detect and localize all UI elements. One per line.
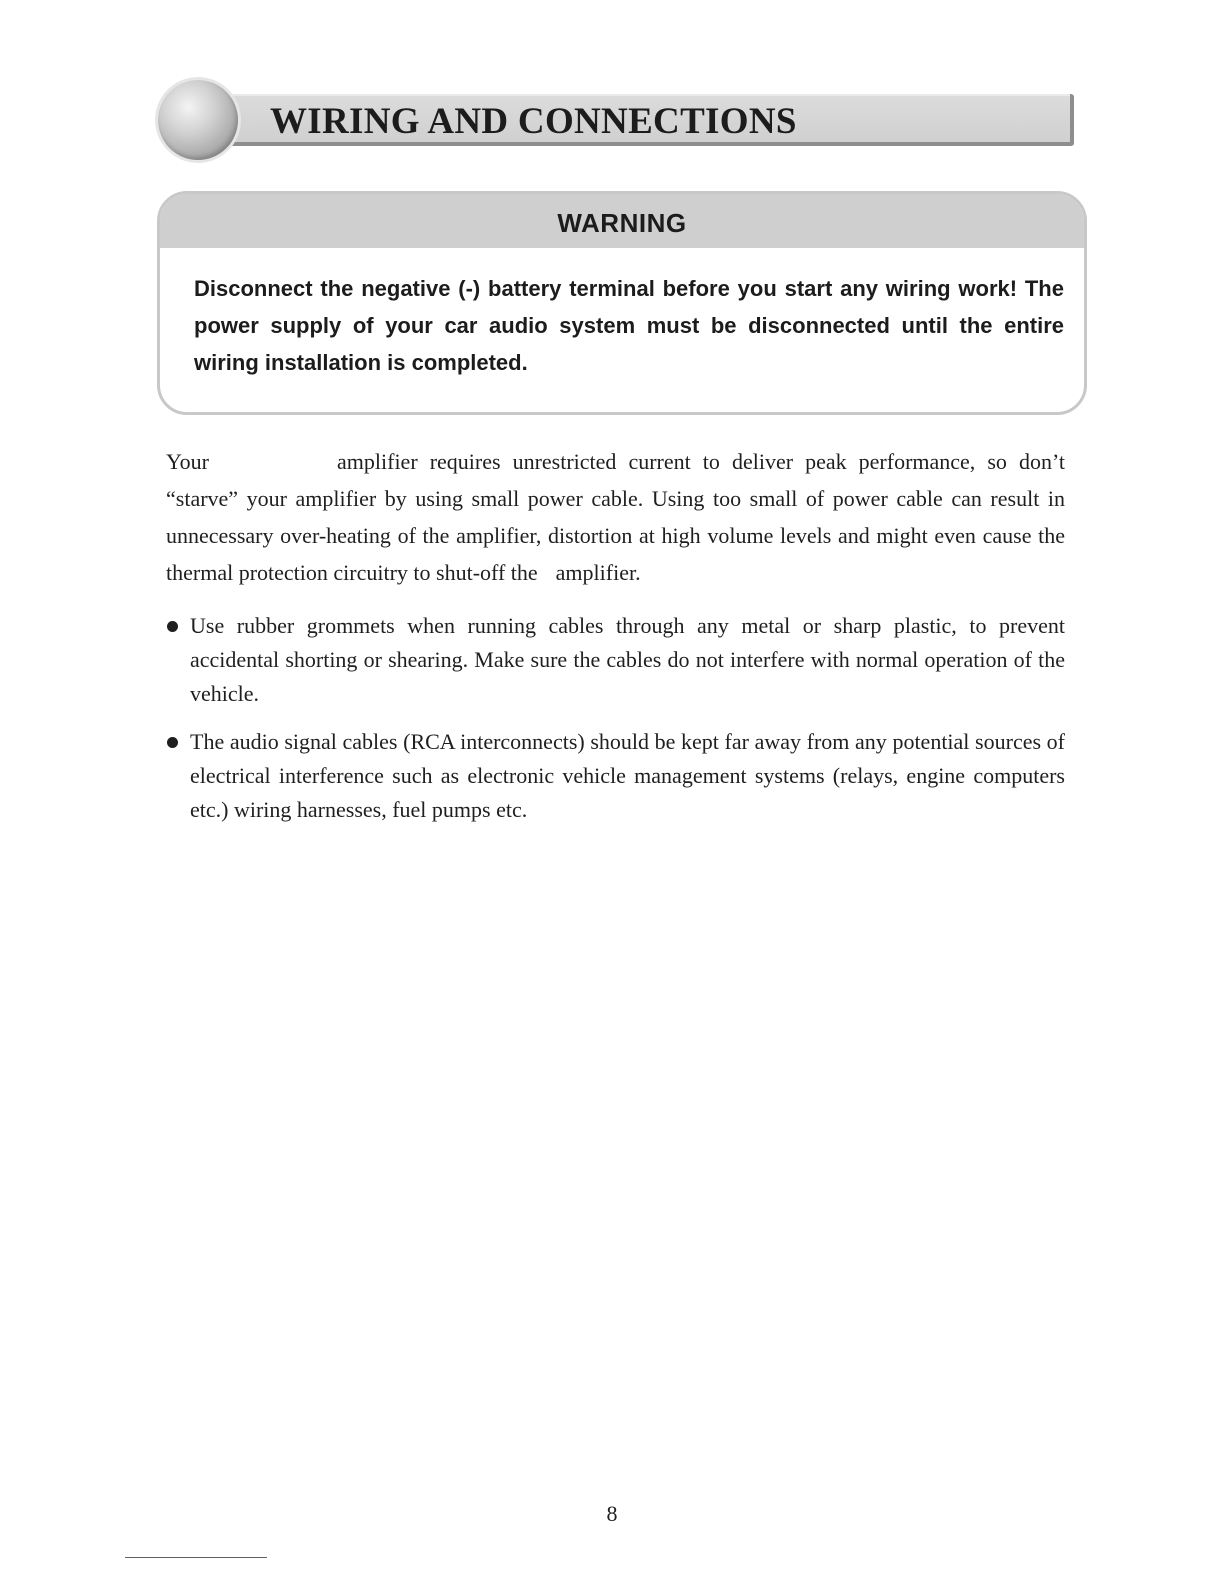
intro-part-2: amplifier requires unrestricted current to deliver peak performance, so don’t “starve” your amplifier by using small power cable. Using too small of power cable can result in unnecessary over-heating of the amplifier, distortion at high volume levels and might even cause the thermal protection circuitry to shut-off the — [166, 449, 1065, 585]
bullet-text: Use rubber grommets when running cables through any metal or sharp plastic, to prevent accidental shorting or shearing. Make sure the cables do not interfere with normal operation of the vehicle. — [190, 613, 1065, 706]
list-item — [166, 725, 1065, 827]
footer-divider — [125, 1557, 267, 1558]
list-item — [166, 609, 1065, 711]
warning-title: WARNING — [160, 194, 1084, 248]
bullet-icon — [167, 621, 178, 632]
intro-part-3: amplifier. — [555, 560, 641, 585]
intro-part-1: Your — [166, 449, 210, 474]
bullet-icon — [167, 737, 178, 748]
page-number: 8 — [606, 1501, 618, 1526]
warning-text: Disconnect the negative (-) battery terminal before you start any wiring work! The power supply of your car audio system must be disconnected until the entire wiring installation is completed. — [194, 276, 1064, 375]
warning-box — [157, 191, 1087, 415]
header-circle-icon — [158, 80, 238, 160]
bullet-text: The audio signal cables (RCA interconnects) should be kept far away from any potential sources of electrical interference such as electronic vehicle management systems (relays, engine computers etc.) wiring harnesses, fuel pumps etc. — [190, 729, 1065, 822]
section-title: WIRING AND CONNECTIONS — [270, 101, 797, 142]
bullet-list — [166, 609, 1065, 841]
section-header — [158, 80, 1078, 162]
intro-paragraph — [166, 443, 1065, 591]
